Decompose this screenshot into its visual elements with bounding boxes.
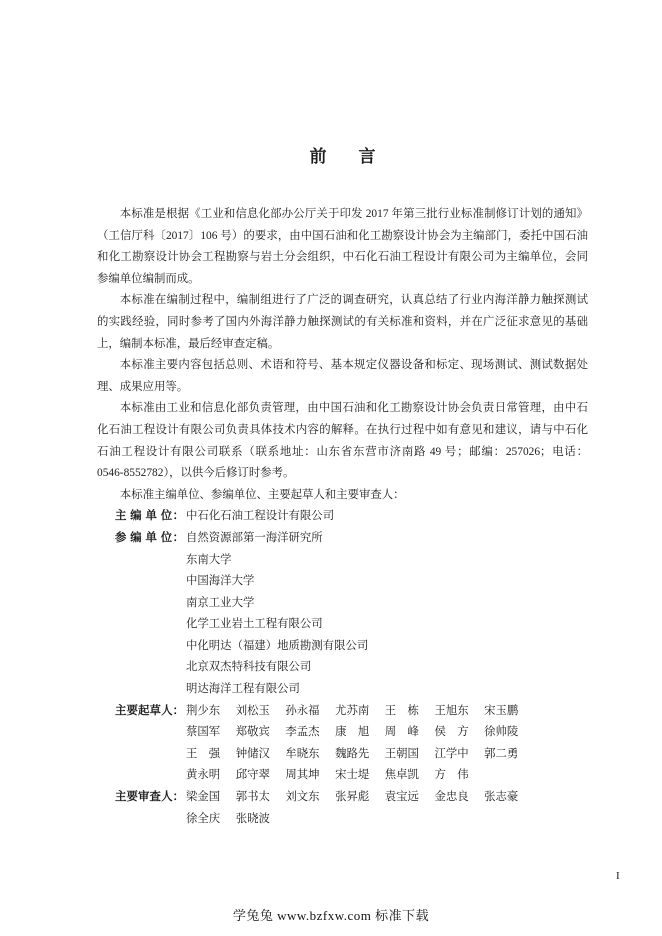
person-name: 钟储汉 [235, 747, 270, 760]
reviewers-label: 主要审查人： [115, 791, 184, 804]
chief-editor-label: 主 编 单 位： [115, 510, 184, 523]
person-name: 刘文东 [285, 791, 320, 804]
person-name: 荆少东 [186, 704, 221, 717]
paragraph-line: 理、成果应用等。 [97, 380, 189, 393]
person-name: 梁金国 [186, 791, 221, 804]
person-name: 郭二勇 [484, 747, 519, 760]
person-name: 焦卓凯 [384, 769, 419, 782]
person-name: 宋玉鹏 [484, 704, 519, 717]
page-title: 前言 [309, 147, 408, 166]
person-name: 王朝国 [384, 747, 419, 760]
person-name: 邱守翠 [235, 769, 270, 782]
reviewer-name-grid [186, 787, 588, 830]
paragraph-line: 上，编制本标准，最后经审查定稿。 [97, 337, 280, 350]
person-name: 金忠良 [434, 791, 469, 804]
preface-body [97, 204, 588, 830]
person-name: 魏路先 [335, 747, 370, 760]
person-name: 孙永福 [285, 704, 320, 717]
name-row [186, 701, 588, 723]
paragraph-line: 石油工程设计有限公司联系（联系地址：山东省东营市济南路 49 号；邮编：257026；电话： [97, 445, 588, 458]
person-name: 郭书太 [235, 791, 270, 804]
paragraph-line: 参编单位编制而成。 [97, 272, 200, 285]
person-name: 张昇彪 [335, 791, 370, 804]
paragraph-line: 本标准主要内容包括总则、术语和符号、基本规定仪器设备和标定、现场测试、测试数据处 [119, 359, 588, 372]
chief-editor-unit-row [97, 506, 588, 528]
person-name: 宋士堤 [335, 769, 370, 782]
person-name: 周其坤 [285, 769, 320, 782]
paragraph [97, 290, 588, 355]
paragraph-line: 的实践经验，同时参考了国内外海洋静力触探测试的有关标准和资料，并在广泛征求意见的基础 [97, 315, 588, 328]
paragraph [97, 355, 588, 398]
chief-editor-unit: 中石化石油工程设计有限公司 [186, 510, 335, 523]
person-name: 方 伟 [434, 769, 469, 782]
person-name: 刘松玉 [235, 704, 270, 717]
name-row [186, 744, 588, 766]
person-name: 尤苏南 [335, 704, 370, 717]
participating-unit: 化学工业岩土工程有限公司 [186, 618, 323, 631]
participating-unit: 自然资源部第一海洋研究所 [186, 531, 323, 544]
paragraph-line: 本标准主编单位、参编单位、主要起草人和主要审查人： [119, 488, 405, 501]
person-name: 徐全庆 [186, 812, 221, 825]
paragraph-line: 化石油工程设计有限公司负责具体技术内容的解释。在执行过程中如有意见和建议，请与中石化 [97, 423, 588, 436]
person-name: 黄永明 [186, 769, 221, 782]
participating-unit-list [186, 528, 588, 701]
name-row [186, 787, 588, 809]
person-name: 徐帅陵 [484, 726, 519, 739]
paragraph-line: 本标准是根据《工业和信息化部办公厅关于印发 2017 年第三批行业标准制修订计划的通知》 [119, 208, 588, 220]
person-name: 王旭东 [434, 704, 469, 717]
participating-units-label: 参 编 单 位： [115, 531, 184, 544]
reviewers-block [97, 787, 588, 830]
person-name: 张晓波 [235, 812, 270, 825]
drafters-block [97, 701, 588, 787]
person-name: 王 栋 [384, 704, 419, 717]
footer-watermark: 学兔兔 www.bzfxw.com 标准下载 [232, 908, 430, 923]
paragraph-line: 本标准在编制过程中，编制组进行了广泛的调查研究，认真总结了行业内海洋静力触探测试 [119, 294, 588, 307]
paragraph-line: 0546-8552782），以供今后修订时参考。 [97, 467, 295, 480]
person-name: 王 强 [186, 747, 221, 760]
paragraph-list [97, 204, 588, 506]
participating-unit: 中化明达（福建）地质勘测有限公司 [186, 639, 369, 652]
participating-unit: 中国海洋大学 [186, 575, 255, 588]
paragraph [97, 398, 588, 484]
drafters-label: 主要起草人： [115, 704, 184, 717]
drafter-name-grid [186, 701, 588, 787]
person-name: 郑敬宾 [235, 726, 270, 739]
participating-unit: 东南大学 [186, 553, 232, 566]
participating-unit: 南京工业大学 [186, 596, 255, 609]
paragraph-line: 和化工勘察设计协会工程勘察与岩土分会组织，中石化石油工程设计有限公司为主编单位，会同 [97, 251, 588, 264]
person-name: 蔡国军 [186, 726, 221, 739]
participating-units-block [97, 528, 588, 701]
name-row [186, 765, 588, 787]
person-name: 李孟杰 [285, 726, 320, 739]
participating-unit: 北京双杰特科技有限公司 [186, 661, 312, 674]
person-name: 张志豪 [484, 791, 519, 804]
person-name: 袁宝远 [384, 791, 419, 804]
paragraph-line: （工信厅科〔2017〕106 号）的要求，由中国石油和化工勘察设计协会为主编部门，委托中国石油 [97, 229, 588, 242]
name-row [186, 809, 588, 831]
paragraph-line: 本标准由工业和信息化部负责管理，由中国石油和化工勘察设计协会负责日常管理，由中石 [119, 402, 588, 415]
person-name: 牟晓东 [285, 747, 320, 760]
person-name: 周 峰 [384, 726, 419, 739]
paragraph [97, 485, 588, 507]
page-number: I [616, 870, 620, 882]
person-name: 侯 方 [434, 726, 469, 739]
participating-unit: 明达海洋工程有限公司 [186, 683, 300, 696]
person-name: 康 旭 [335, 726, 370, 739]
name-row [186, 722, 588, 744]
paragraph [97, 204, 588, 290]
person-name: 江学中 [434, 747, 469, 760]
